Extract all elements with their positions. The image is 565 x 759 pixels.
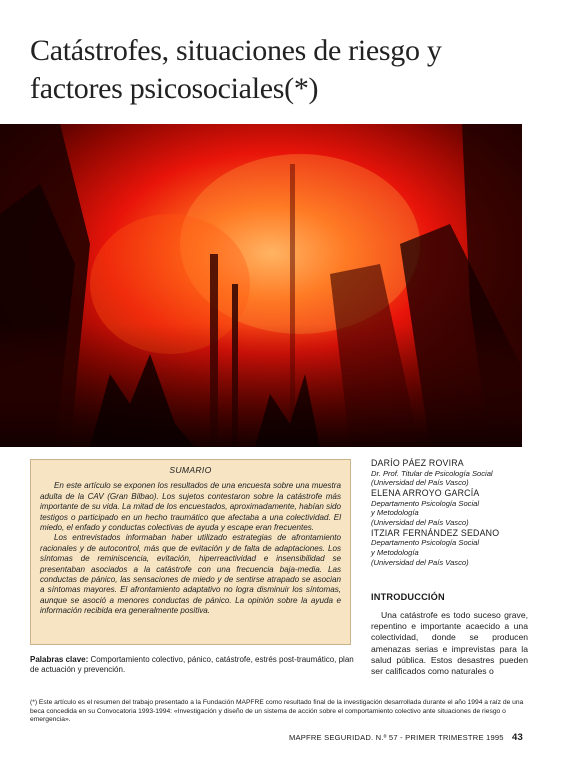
keywords-text: Comportamiento colectivo, pánico, catástrofe, estrés post-traumático, plan de actuación y prevención. [30, 655, 354, 675]
author-affiliation: (Universidad del País Vasco) [371, 557, 469, 567]
author-block [371, 488, 531, 528]
author-list [371, 458, 531, 567]
page-number: 43 [512, 732, 523, 743]
keywords-label: Palabras clave: [30, 655, 89, 664]
footnote: (*) Este artículo es el resumen del trabajo presentado a la Fundación MAPFRE como resultado final de la investigación desarrollada durante el año 1994 a raíz de una beca concedida en su Convocatoria 1993-1994: «Investigación y diseño de un sistema de acción sobre el comportamiento colectivo ante situaciones de riesgo o emergencia». [30, 699, 524, 724]
author-block [371, 528, 531, 568]
author-affiliation: (Universidad del País Vasco) [371, 478, 469, 488]
journal-line: MAPFRE SEGURIDAD. N.º 57 - PRIMER TRIMESTRE 1995 [288, 733, 504, 742]
author-affiliation: Dr. Prof. Titular de Psicología Social [371, 468, 493, 478]
summary-heading: SUMARIO [169, 465, 212, 475]
author-affiliation: y Metodología [371, 508, 419, 518]
author-name: ELENA ARROYO GARCÍA [371, 487, 480, 498]
section-heading: INTRODUCCIÓN [371, 592, 445, 602]
article-title: Catástrofes, situaciones de riesgo y factores psicosociales(*) [30, 34, 442, 105]
author-name: DARÍO PÁEZ ROVIRA [371, 458, 464, 468]
author-affiliation: Departamento Psicología Social [371, 538, 480, 548]
summary-box [30, 459, 351, 645]
summary-paragraph: Los entrevistados informaban haber utilizado estrategias de afrontamiento racionales y de autocontrol, más que de evitación y de falta de adaptaciones. Los síntomas de reminiscencia, evitación, hiperreactividad e insensibilidad se presentaban asociados a la catástrofe con una frecuencia baja-media. Las conductas de pánico, las sensaciones de miedo y de sentirse atrapado se asocian a síntomas mayores. El afrontamiento adaptativo no logra disminuir los síntomas, aunque se asoció a menores conductas de pánico. La opinión sobre la ayuda e información recibida era generalmente positiva. [40, 533, 341, 616]
forest-fire-image [0, 124, 522, 447]
author-name: ITZIAR FERNÁNDEZ SEDANO [371, 527, 500, 538]
author-block [371, 458, 531, 488]
author-affiliation: (Universidad del País Vasco) [371, 517, 469, 527]
keywords [30, 655, 360, 676]
author-affiliation: y Metodología [371, 547, 419, 557]
summary-paragraph: En este artículo se exponen los resultados de una encuesta sobre una muestra adulta de la CAV (Gran Bilbao). Los sujetos contestaron sobre la catástrofe más importante de su vida. La mitad de los encuestados, aproximadamente, habían sido testigos o participado en un hecho traumático que afectaba a una colectividad. El miedo, el enfado y conductas colectivas de ayuda y escape eran frecuentes. [40, 481, 341, 533]
intro-paragraph: Una catástrofe es todo suceso grave, repentino e importante acaecido a una colectividad, donde se producen amenazas serias e imprevistas para la salud pública. Estos desastres pueden ser calificados como naturales o [371, 610, 528, 677]
forest-fire-photo [0, 124, 522, 447]
author-affiliation: Departamento Psicología Social [371, 498, 480, 508]
page-footer [289, 732, 523, 743]
